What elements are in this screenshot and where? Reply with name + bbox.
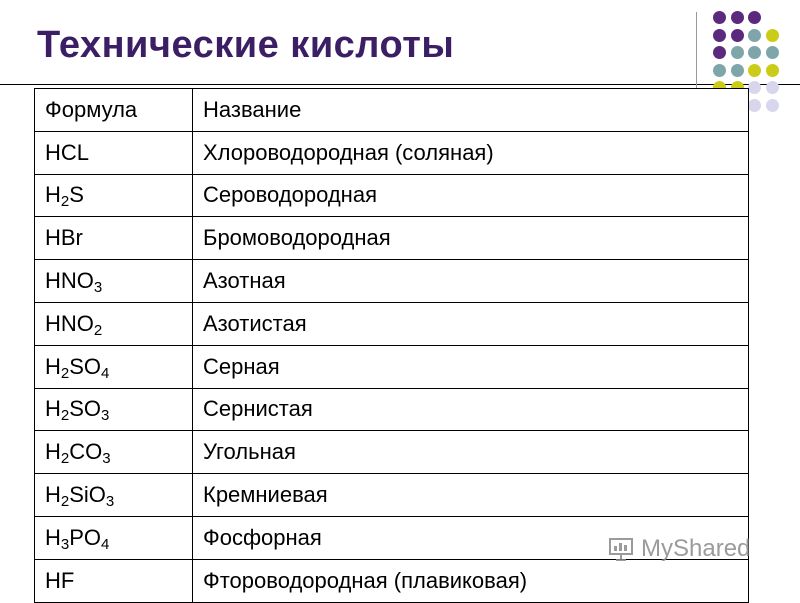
slide-title: Технические кислоты bbox=[37, 24, 455, 66]
acid-name-cell: Фтороводородная (плавиковая) bbox=[193, 559, 749, 602]
table-row bbox=[35, 217, 749, 260]
header-name: Название bbox=[193, 89, 749, 132]
decorative-dot bbox=[731, 11, 744, 24]
decorative-dot bbox=[713, 29, 726, 42]
formula-subscript: 4 bbox=[101, 364, 110, 382]
formula-subscript: 3 bbox=[93, 279, 103, 297]
formula-subscript: 2 bbox=[60, 193, 70, 211]
formula-text: HF bbox=[45, 567, 75, 593]
presentation-board-icon bbox=[607, 535, 635, 563]
formula-text: H bbox=[45, 353, 61, 379]
header-formula: Формула bbox=[35, 89, 193, 132]
decorative-dot bbox=[713, 11, 726, 24]
watermark-logo bbox=[607, 535, 750, 563]
acid-name-cell: Кремниевая bbox=[193, 474, 749, 517]
formula-text: HNO bbox=[45, 268, 94, 294]
decorative-dot bbox=[748, 29, 761, 42]
decorative-dot bbox=[766, 29, 779, 42]
formula-cell bbox=[35, 131, 193, 174]
acids-table bbox=[34, 88, 749, 603]
watermark-text: MyShared bbox=[641, 535, 751, 562]
formula-text: SO bbox=[69, 353, 102, 379]
decorative-dot bbox=[731, 29, 744, 42]
formula-text: S bbox=[69, 182, 84, 208]
title-underline-divider bbox=[0, 84, 800, 85]
acid-name-cell: Фосфорная bbox=[193, 516, 749, 559]
formula-cell bbox=[35, 559, 193, 602]
formula-text: CO bbox=[69, 439, 103, 465]
formula-text: PO bbox=[69, 524, 102, 550]
formula-text: SiO bbox=[69, 482, 106, 508]
table-row bbox=[35, 131, 749, 174]
formula-subscript: 2 bbox=[60, 407, 70, 425]
formula-cell bbox=[35, 260, 193, 303]
table-row bbox=[35, 260, 749, 303]
formula-subscript: 3 bbox=[101, 407, 110, 425]
decorative-dot bbox=[748, 99, 761, 112]
decorative-dot bbox=[766, 64, 779, 77]
acid-name-cell: Угольная bbox=[193, 431, 749, 474]
acid-name-cell: Серная bbox=[193, 345, 749, 388]
table-row bbox=[35, 431, 749, 474]
formula-text: SO bbox=[69, 396, 102, 422]
table-row bbox=[35, 388, 749, 431]
acid-name-cell: Азотная bbox=[193, 260, 749, 303]
formula-text: HBr bbox=[45, 225, 83, 251]
decorative-dot bbox=[731, 46, 744, 59]
formula-cell bbox=[35, 302, 193, 345]
decorative-dot bbox=[766, 99, 779, 112]
table-header-row bbox=[35, 89, 749, 132]
formula-text: H bbox=[45, 482, 61, 508]
acid-name-cell: Бромоводородная bbox=[193, 217, 749, 260]
table-row bbox=[35, 345, 749, 388]
formula-subscript: 2 bbox=[60, 450, 70, 468]
formula-subscript: 2 bbox=[60, 364, 70, 382]
decorative-dot bbox=[766, 46, 779, 59]
acid-name-cell: Сернистая bbox=[193, 388, 749, 431]
formula-cell bbox=[35, 388, 193, 431]
acid-name-cell: Азотистая bbox=[193, 302, 749, 345]
formula-text: H bbox=[45, 439, 61, 465]
decorative-dot bbox=[748, 64, 761, 77]
table-row bbox=[35, 174, 749, 217]
table-row bbox=[35, 474, 749, 517]
formula-text: H bbox=[45, 524, 61, 550]
formula-cell bbox=[35, 516, 193, 559]
decorative-dot bbox=[731, 64, 744, 77]
table-row bbox=[35, 302, 749, 345]
table-row bbox=[35, 559, 749, 602]
formula-cell bbox=[35, 217, 193, 260]
formula-subscript: 3 bbox=[102, 450, 111, 468]
decorative-dot bbox=[748, 11, 761, 24]
formula-subscript: 2 bbox=[60, 493, 70, 511]
decorative-dot bbox=[748, 81, 761, 94]
formula-subscript: 2 bbox=[93, 321, 103, 339]
formula-cell bbox=[35, 174, 193, 217]
formula-subscript: 4 bbox=[101, 535, 110, 553]
formula-cell bbox=[35, 431, 193, 474]
acid-name-cell: Сероводородная bbox=[193, 174, 749, 217]
decorative-dot bbox=[766, 81, 779, 94]
formula-cell bbox=[35, 474, 193, 517]
formula-cell bbox=[35, 345, 193, 388]
decorative-dot bbox=[713, 46, 726, 59]
formula-text: H bbox=[45, 182, 61, 208]
acid-name-cell: Хлороводородная (соляная) bbox=[193, 131, 749, 174]
formula-text: H bbox=[45, 396, 61, 422]
decorative-dot bbox=[713, 64, 726, 77]
decorative-dot bbox=[748, 46, 761, 59]
formula-text: HNO bbox=[45, 310, 94, 336]
formula-subscript: 3 bbox=[60, 535, 70, 553]
formula-subscript: 3 bbox=[105, 493, 115, 511]
formula-text: HCL bbox=[45, 139, 90, 165]
